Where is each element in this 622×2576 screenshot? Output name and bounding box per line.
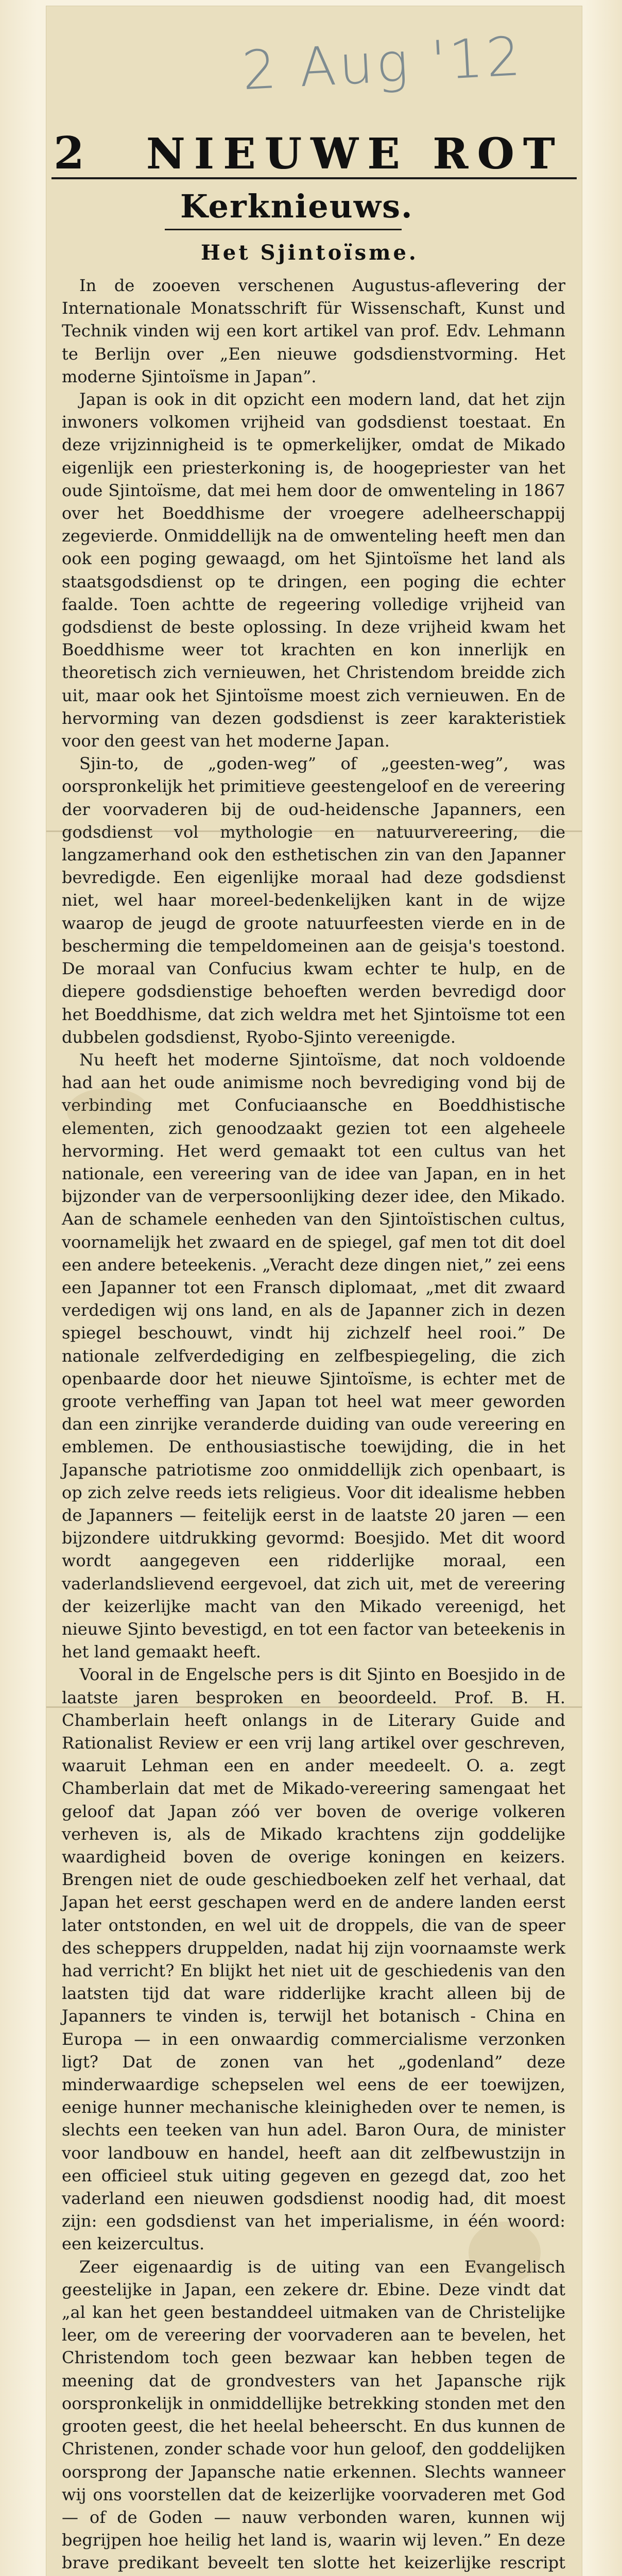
newspaper-clipping bbox=[46, 6, 582, 2576]
newspaper-name: NIEUWE ROT bbox=[146, 129, 564, 179]
section-title: Kerknieuws. bbox=[180, 188, 413, 225]
masthead-rule bbox=[51, 177, 577, 179]
masthead bbox=[46, 127, 582, 179]
page-number: 2 bbox=[54, 127, 84, 179]
section-rule bbox=[165, 229, 402, 230]
paper-stain bbox=[67, 1088, 149, 1134]
paragraph-2: Japan is ook in dit opzicht een modern land, dat het zijn inwoners volkomen vrijheid van godsdienst toestaat. En deze vrijzinnigheid is te opmerkelijker, omdat de Mikado eigenlijk een priesterkoning is, de hoogepriester van het oude Sjintoïsme, dat mei hem door de omwenteling in 1867 over het Boeddhisme der vroegere adelheerschappij zegevierde. Onmiddellijk na de omwenteling heeft men dan ook een poging gewaagd, om het Sjintoïsme het land als staatsgodsdienst op te dringen, een poging die echter faalde. Toen achtte de regeering volledige vrijheid van godsdienst de beste oplossing. In deze vrijheid kwam het Boeddhisme weer tot krachten en kon innerlijk en theoretisch zich vernieuwen, het Christendom breidde zich uit, maar ook het Sjintoïsme moest zich vernieuwen. En de hervorming van dezen godsdienst is zeer karakteristiek voor den geest van het moderne Japan. bbox=[62, 389, 565, 751]
paper-stain bbox=[469, 2222, 541, 2283]
paragraph-1: In de zooeven verschenen Augustus-aflevering der Internationale Monatsschrift für Wissenschaft, Kunst und Technik vinden wij een kort artikel van prof. Edv. Lehmann te Berlijn over „Een nieuwe godsdienstvorming. Het moderne Sjintoïsme in Japan”. bbox=[62, 276, 565, 386]
handwritten-date: 2 Aug '12 bbox=[240, 24, 525, 103]
paper-fold bbox=[46, 1706, 582, 1708]
paragraph-6: Zeer eigenaardig is de uiting van een Evangelisch geestelijke in Japan, een zekere dr. Ebine. Deze vindt dat „al kan het geen bestanddeel uitmaken van de Christelijke leer, om de vereering der voorvaderen aan te bevelen, het Christendom toch geen bezwaar kan hebben tegen de meening dat de grondvesters van het Japansche rijk oorspronkelijk in onmiddellijke betrekking stonden met den grooten geest, die het heelal beheerscht. En dus kunnen de Christenen, zonder schade voor hun geloof, den goddelijken oorsprong der Japansche natie erkennen. Slechts wanneer wij ons voorstellen dat de keizerlijke voorvaderen met God — of de Goden — nauw verbonden waren, kunnen wij begrijpen hoe heilig het land is, waarin wij leven.” En deze brave predikant beveelt ten slotte het keizerlijke rescript bbox=[62, 2257, 565, 2573]
paragraph-4: Nu heeft het moderne Sjintoïsme, dat noch voldoende had aan het oude animisme noch bevrediging vond bij de verbinding met Confuciaansche en Boeddhistische elementen, zich genoodzaakt gezien tot een algeheele hervorming. Het werd gemaakt tot een cultus van het nationale, een vereering van de idee van Japan, en in het bijzonder van de verpersoonlijking dezer idee, den Mikado. Aan de schamele eenheden van den Sjintoïstischen cultus, voornamelijk het zwaard en de spiegel, gaf men tot dit doel een andere beteekenis. „Veracht deze dingen niet,” zei eens een Japanner tot een Fransch diplomaat, „met dit zwaard verdedigen wij ons land, en als de Japanner zich in dezen spiegel beschouwt, vindt hij zichzelf heel rooi.” De nationale zelfverdediging en zelfbespiegeling, die zich openbaarde door het nieuwe Sjintoïsme, is echter met de groote verheffing van Japan tot heel wat meer geworden dan een zinrijke veranderde duiding van oude vereering en emblemen. De enthousiastische toewijding, die in het Japansche patriotisme zoo onmiddellijk zich openbaart, is op zich zelve reeds iets religieus. Voor dit idealisme hebben de Japanners — feitelijk eerst in de laatste 20 jaren — een bijzondere uitdrukking gevormd: Boesjido. Met dit woord wordt aangegeven een ridderlijke moraal, een vaderlandslievend eergevoel, dat zich uit, met de vereering der keizerlijke macht van den Mikado vereenigd, het nieuwe Sjinto bevestigd, en tot een factor van beteekenis in het land gemaakt heeft. bbox=[62, 1049, 565, 1662]
article-title: Het Sjintoïsme. bbox=[201, 241, 419, 265]
paragraph-5: Vooral in de Engelsche pers is dit Sjinto en Boesjido in de laatste jaren besproken en beoordeeld. Prof. B. H. Chamberlain heeft onlangs in de Literary Guide and Rationalist Review er een vrij lang artikel over geschreven, waaruit Lehman een en ander meedeelt. O. a. zegt Chamberlain dat met de Mikado-vereering samengaat het geloof dat Japan zóó ver boven de overige volkeren verheven is, als de Mikado krachtens zijn goddelijke waardigheid boven de overige koningen en keizers. Brengen niet de oude geschiedboeken zelf het verhaal, dat Japan het eerst geschapen werd en de andere landen eerst later ontstonden, en wel uit de droppels, die van de speer des scheppers druppelden, nadat hij zijn voornaamste werk had verricht? En blijkt het niet uit de geschiedenis van den laatsten tijd dat ware ridderlijke kracht alleen bij de Japanners te vinden is, terwijl het botanisch - China en Europa — in een onwaardig commercialisme verzonken ligt? Dat de zonen van het „godenland” deze minderwaardige schepselen wel eens de eer toewijzen, eenige hunner mechanische kleinigheden over te nemen, is slechts een teeken van hun adel. Baron Oura, de minister voor landbouw en handel, heeft aan dit zelfbewustzijn in een officieel stuk uiting gegeven en gezegd dat, zoo het vaderland een nieuwen godsdienst noodig had, dit moest zijn: een godsdienst van het imperialisme, in één woord: een keizercultus. bbox=[62, 1665, 565, 2254]
paragraph-3: Sjin-to, de „goden-weg” of „geesten-weg”, was oorspronkelijk het primitieve geestengeloof en de vereering der voorvaderen bij de oud-heidensche Japanners, een godsdienst vol mythologie en natuurvereering, die langzamerhand ook den esthetischen zin van den Japanner bevredigde. Een eigenlijke moraal had deze godsdienst niet, wel haar moreel-bedenkelijken kant in de wijze waarop de jeugd de groote natuurfeesten vierde en in de bescherming die tempeldomeinen aan de geisja's toestond. De moraal van Confucius kwam echter te hulp, en de diepere godsdienstige behoeften werden bevredigd door het Boeddhisme, dat zich weldra met het Sjintoïsme tot een dubbelen godsdienst, Ryobo-Sjinto vereenigde. bbox=[62, 754, 565, 1047]
paper-fold bbox=[46, 831, 582, 832]
